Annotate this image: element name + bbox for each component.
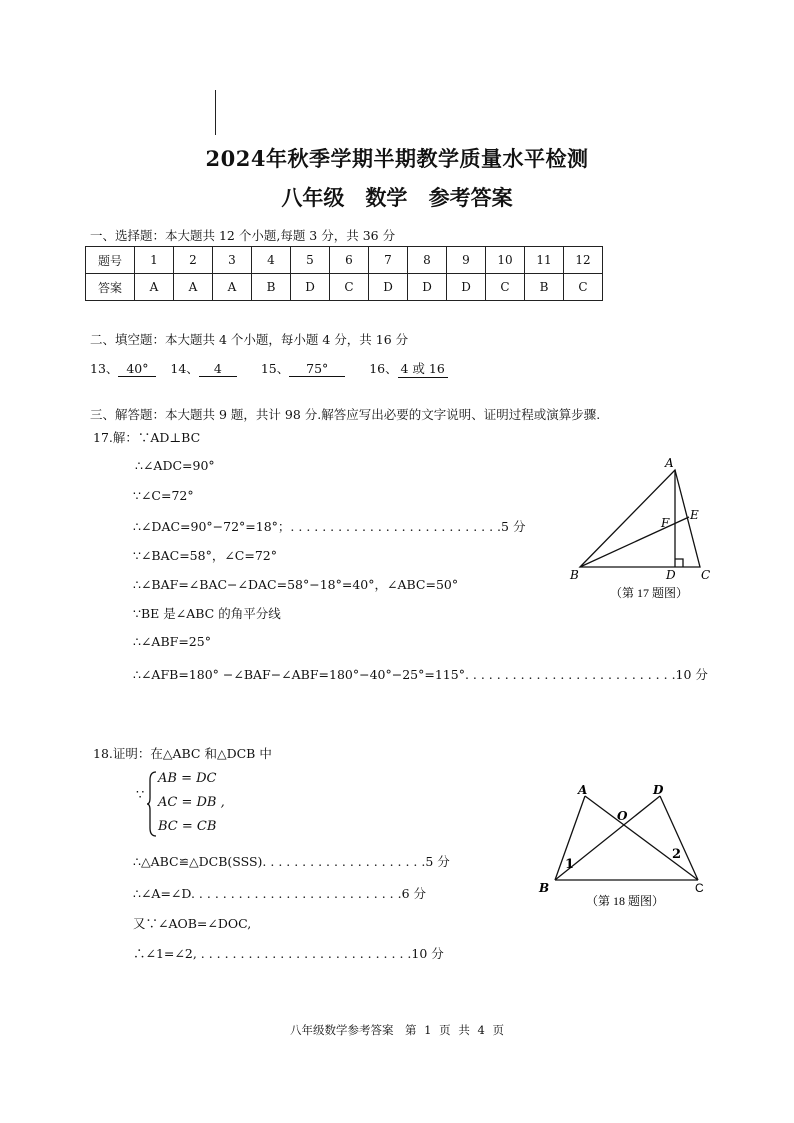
page-title: 2024年秋季学期半期教学质量水平检测 xyxy=(205,146,589,171)
segment-ac xyxy=(585,796,698,880)
fill-item-answer: 75° xyxy=(289,361,345,377)
q17-line: ∴∠ABF=25° xyxy=(133,634,211,649)
table-cell: 7 xyxy=(369,247,408,274)
table-header-q: 题号 xyxy=(86,247,135,274)
q17-line: ∴∠BAF=∠BAC−∠DAC=58°−18°=40°，∠ABC=50° xyxy=(133,577,459,592)
table-cell: D xyxy=(408,274,447,301)
fill-item-answer: 40° xyxy=(118,361,156,377)
table-cell: 1 xyxy=(135,247,174,274)
table-cell: 12 xyxy=(564,247,603,274)
fill-item-num: 13、 xyxy=(90,361,119,376)
q17-line: ∴∠ADC=90° xyxy=(135,458,215,473)
q18-line: ∴∠1=∠2, . . . . . . . . . . . . . . . . . . . . . . . . . . .10 分 xyxy=(133,946,444,961)
fill-item-num: 14、 xyxy=(170,361,199,376)
table-row-questions xyxy=(86,247,603,274)
table-cell: 9 xyxy=(447,247,486,274)
answer-table xyxy=(85,246,603,301)
label-d: D xyxy=(666,568,676,582)
table-cell: B xyxy=(525,274,564,301)
table-cell: B xyxy=(252,274,291,301)
page-subtitle: 八年级 数学 参考答案 xyxy=(281,185,513,210)
table-cell: C xyxy=(486,274,525,301)
table-cell: D xyxy=(369,274,408,301)
section3-heading: 三、解答题：本大题共 9 题，共计 98 分.解答应写出必要的文字说明、证明过程或演算步骤. xyxy=(90,407,601,422)
q18-line: ∴∠A=∠D. . . . . . . . . . . . . . . . . . . . . . . . . . .6 分 xyxy=(133,886,426,901)
label-d: D xyxy=(653,783,664,797)
figure-18-caption: （第 18 题图） xyxy=(586,894,665,908)
table-cell: D xyxy=(447,274,486,301)
fill-item-answer: 4 或 16 xyxy=(398,359,448,378)
table-cell: 10 xyxy=(486,247,525,274)
figure-17 xyxy=(560,455,730,605)
q17-line: 17.解：∵AD⊥BC xyxy=(93,430,201,445)
table-cell: 8 xyxy=(408,247,447,274)
table-cell: 4 xyxy=(252,247,291,274)
fill-in-answers xyxy=(90,359,448,378)
segment-dc xyxy=(660,796,698,880)
fill-item-answer: 4 xyxy=(199,361,237,377)
figure-17-caption: （第 17 题图） xyxy=(610,586,689,600)
label-e: E xyxy=(690,508,699,522)
page-footer: 八年级数学参考答案 第 1 页 共 4 页 xyxy=(290,1023,504,1037)
table-cell: 3 xyxy=(213,247,252,274)
q17-line: ∵∠BAC=58°，∠C=72° xyxy=(133,548,278,563)
label-b: B xyxy=(539,881,550,895)
label-a: A xyxy=(665,456,674,470)
congruence-condition: AB = DC xyxy=(158,771,217,786)
table-cell: A xyxy=(135,274,174,301)
triangle-abc xyxy=(580,470,700,567)
label-f: F xyxy=(661,516,670,530)
left-brace xyxy=(146,770,158,838)
because-symbol: ∵ xyxy=(136,788,145,803)
congruence-condition: AC = DB , xyxy=(158,795,225,810)
label-c: C xyxy=(695,881,704,895)
label-o: O xyxy=(617,809,628,823)
table-cell: 5 xyxy=(291,247,330,274)
table-cell: 6 xyxy=(330,247,369,274)
table-header-a: 答案 xyxy=(86,274,135,301)
section1-heading: 一、选择题：本大题共 12 个小题,每题 3 分，共 36 分 xyxy=(90,228,396,243)
table-cell: 2 xyxy=(174,247,213,274)
q18-line: ∴△ABC≌△DCB(SSS). . . . . . . . . . . . . . . . . . . . .5 分 xyxy=(133,854,450,869)
table-cell: A xyxy=(213,274,252,301)
right-angle-mark xyxy=(675,559,683,567)
table-row-answers xyxy=(86,274,603,301)
q17-line: ∵∠C=72° xyxy=(133,488,194,503)
label-b: B xyxy=(570,568,579,582)
q17-line: ∵BE 是∠ABC 的角平分线 xyxy=(133,606,281,621)
q18-intro: 18.证明：在△ABC 和△DCB 中 xyxy=(93,746,272,761)
label-a: A xyxy=(578,783,588,797)
table-cell: C xyxy=(330,274,369,301)
angle-2-label: 2 xyxy=(672,847,682,862)
angle-1-label: 1 xyxy=(565,857,575,872)
q17-line: ∴∠DAC=90°−72°=18°；. . . . . . . . . . . . . . . . . . . . . . . . . . .5 分 xyxy=(133,519,526,534)
fill-item-num: 15、 xyxy=(260,361,290,376)
q17-line: ∴∠AFB=180° −∠BAF−∠ABF=180°−40°−25°=115°. . . . . . . . . . . . . . . . . . . . . . . . . . .10 分 xyxy=(133,667,708,682)
congruence-condition: BC = CB xyxy=(158,819,217,834)
section2-heading: 二、填空题：本大题共 4 个小题，每小题 4 分，共 16 分 xyxy=(90,332,409,347)
table-cell: 11 xyxy=(525,247,564,274)
table-cell: A xyxy=(174,274,213,301)
figure-18 xyxy=(530,776,720,916)
bisector-be xyxy=(580,517,689,567)
table-cell: C xyxy=(564,274,603,301)
scan-mark-line xyxy=(215,90,216,135)
fill-item-num: 16、 xyxy=(369,361,398,376)
label-c: C xyxy=(701,568,711,582)
table-cell: D xyxy=(291,274,330,301)
q18-line: 又∵∠AOB=∠DOC, xyxy=(133,916,252,931)
